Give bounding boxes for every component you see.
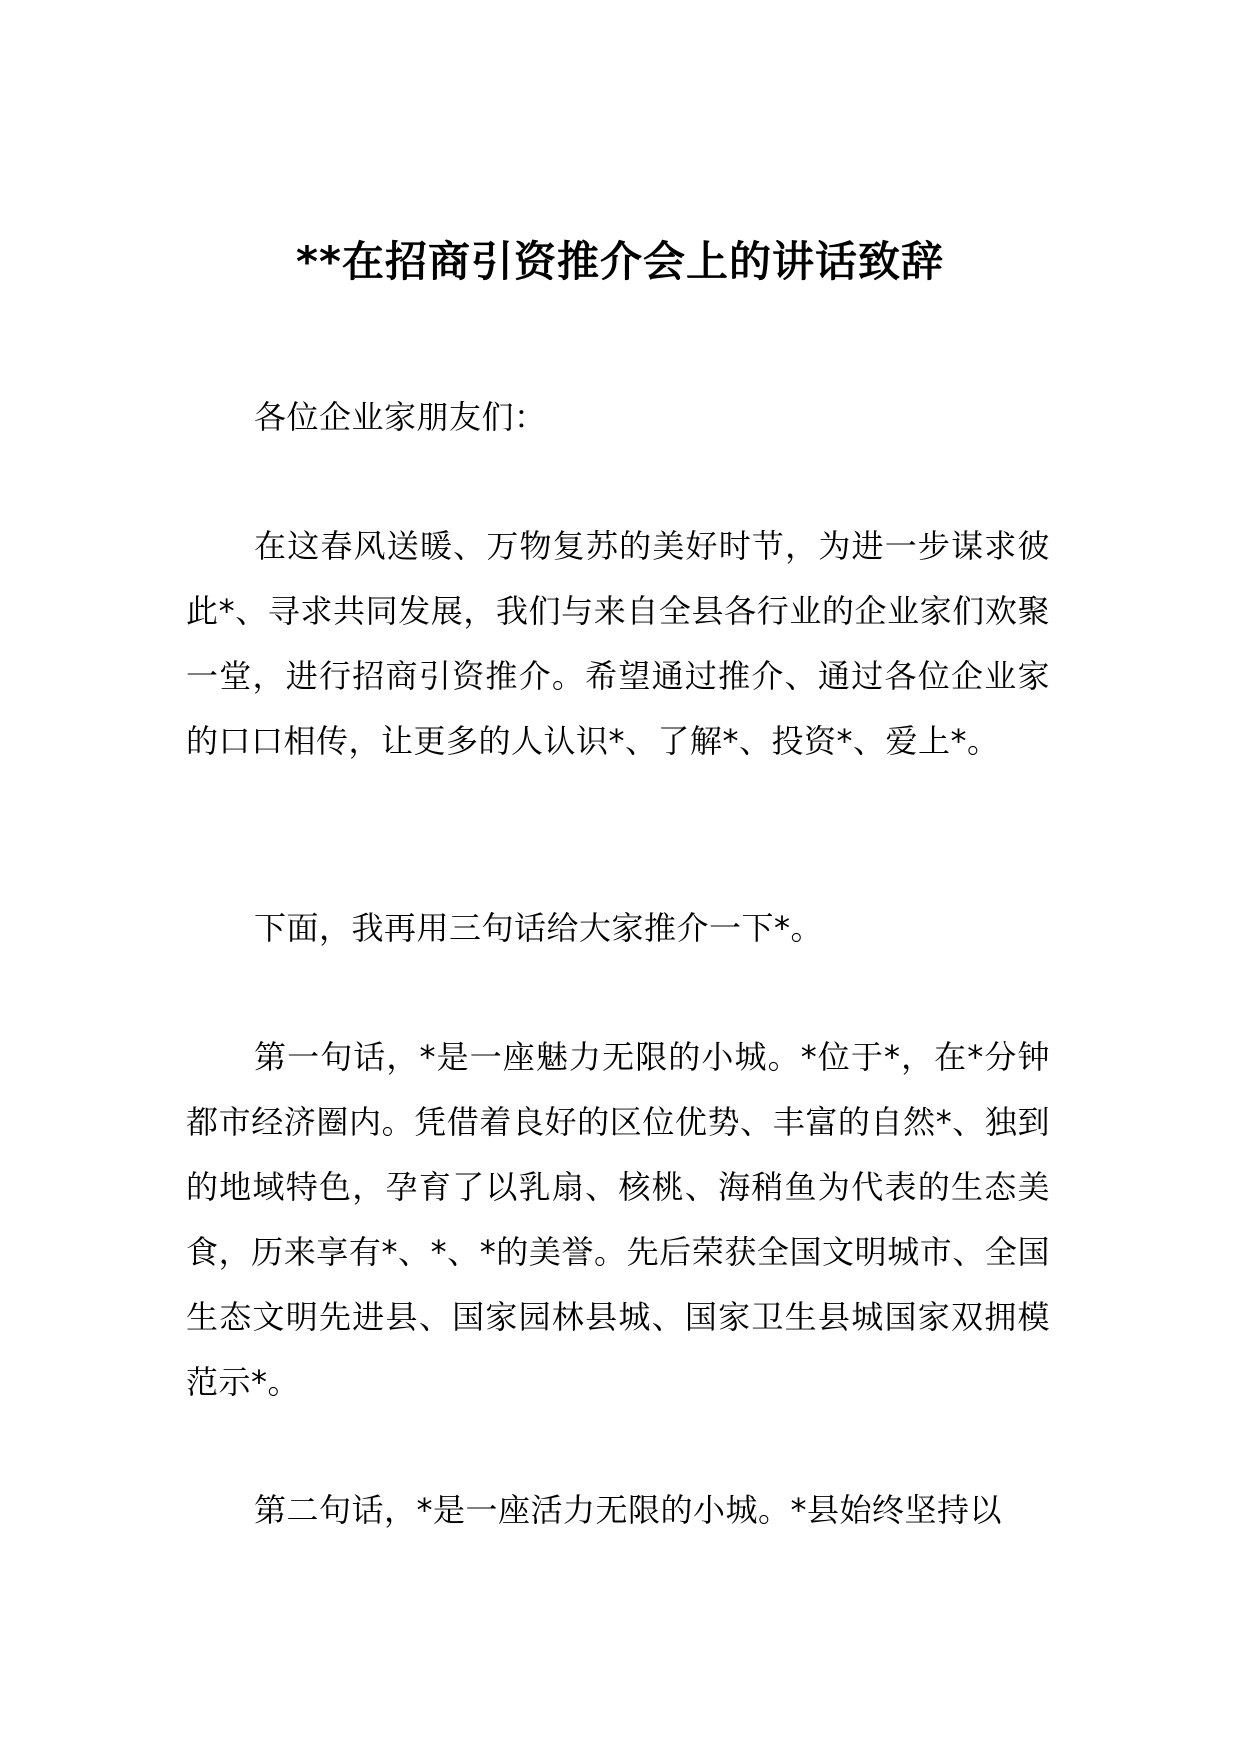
intro-paragraph: 在这春风送暖、万物复苏的美好时节，为进一步谋求彼此*、寻求共同发展，我们与来自全县各行业的企业家们欢聚一堂，进行招商引资推介。希望通过推介、通过各位企业家的口口相传，让更多的人认识*、了解*、投资*、爱上*。 <box>186 527 1050 760</box>
transition-paragraph: 下面，我再用三句话给大家推介一下*。 <box>254 909 824 947</box>
second-point-paragraph: 第二句话，*是一座活力无限的小城。*县始终坚持以 <box>254 1491 1003 1529</box>
salutation-paragraph: 各位企业家朋友们： <box>254 398 547 436</box>
document-title: **在招商引资推介会上的讲话致辞 <box>296 237 944 287</box>
first-point-paragraph: 第一句话，*是一座魅力无限的小城。*位于*，在*分钟都市经济圈内。凭借着良好的区位优势、丰富的自然*、独到的地域特色，孕育了以乳扇、核桃、海稍鱼为代表的生态美食，历来享有*、*、*的美誉。先后荣获全国文明城市、全国生态文明先进县、国家园林县城、国家卫生县城国家双拥模范示*。 <box>186 1038 1050 1401</box>
